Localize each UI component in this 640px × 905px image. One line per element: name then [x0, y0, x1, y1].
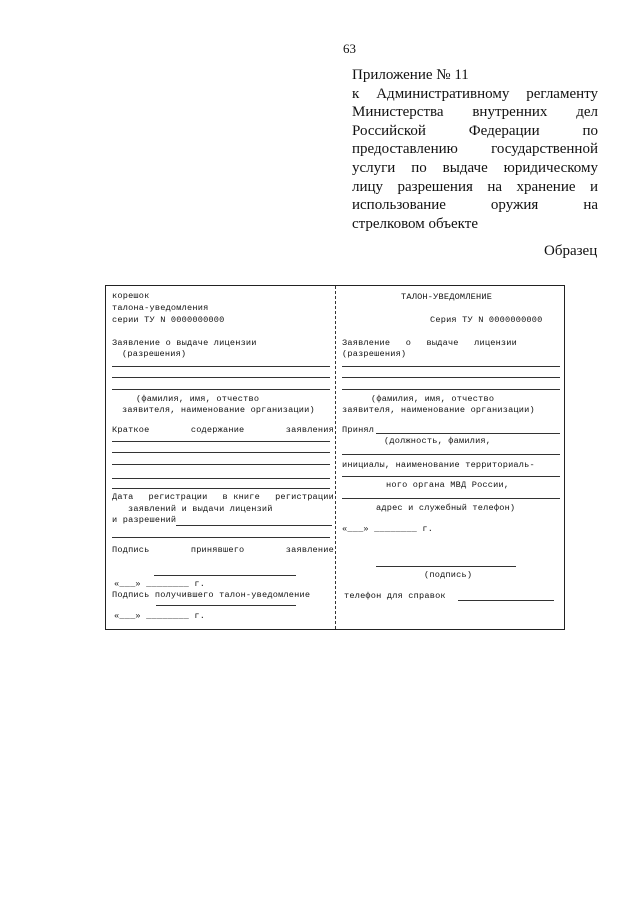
ticket-initials: инициалы, наименование территориаль- — [342, 460, 535, 470]
stub-application: (разрешения) — [122, 349, 187, 359]
stub-series: серии ТУ N 0000000000 — [112, 315, 225, 325]
stub-summary: Краткое содержание заявления — [112, 425, 334, 435]
appendix-line: предоставлению государственной — [352, 141, 598, 158]
fill-line — [342, 377, 560, 378]
ticket-position: (должность, фамилия, — [384, 436, 492, 446]
appendix-line: стрелковом объекте — [352, 215, 478, 232]
ticket-phone: телефон для справок — [344, 591, 446, 601]
fill-line — [458, 600, 554, 601]
ticket-date: «___» ________ г. — [342, 524, 434, 534]
appendix-header — [352, 66, 598, 233]
fill-line — [112, 478, 330, 479]
fill-line — [112, 377, 330, 378]
cut-line — [335, 286, 336, 629]
stub-receiver: Подпись получившего талон-уведомление — [112, 590, 311, 600]
fill-line — [342, 454, 560, 455]
fill-line — [342, 389, 560, 390]
fill-line — [112, 366, 330, 367]
fill-line — [112, 464, 330, 465]
ticket-signature: (подпись) — [424, 570, 473, 580]
fill-line — [376, 433, 560, 434]
stub-date: «___» ________ г. — [114, 579, 206, 589]
fill-line — [154, 575, 296, 576]
page-number: 63 — [343, 41, 356, 56]
ticket-fio: заявителя, наименование организации) — [342, 405, 535, 415]
ticket-series: Серия ТУ N 0000000000 — [430, 315, 543, 325]
stub-application: Заявление о выдаче лицензии — [112, 338, 257, 348]
stub-date: «___» ________ г. — [114, 611, 206, 621]
appendix-line: услуги по выдаче юридическому — [352, 159, 598, 176]
fill-line — [112, 441, 330, 442]
appendix-line: использование оружия на — [352, 197, 598, 214]
appendix-title: Приложение № 11 — [352, 67, 469, 83]
fill-line — [112, 488, 330, 489]
stub-registration: и разрешений — [112, 515, 177, 525]
ticket-address: адрес и служебный телефон) — [376, 503, 516, 513]
notification-form — [105, 285, 565, 630]
fill-line — [342, 366, 560, 367]
fill-line — [376, 566, 516, 567]
ticket-fio: (фамилия, имя, отчество — [371, 394, 495, 404]
stub-label: талона-уведомления — [112, 303, 209, 313]
fill-line — [342, 498, 560, 499]
ticket-accepted: Принял — [342, 425, 375, 435]
appendix-line: лицу разрешения на хранение и — [352, 178, 598, 195]
stub-label: корешок — [112, 291, 150, 301]
fill-line — [176, 525, 332, 526]
appendix-line: Министерства внутренних дел — [352, 104, 598, 121]
ticket-application: Заявление о выдаче лицензии — [342, 338, 517, 348]
fill-line — [156, 605, 296, 606]
sample-label: Образец — [544, 243, 598, 259]
ticket-title: ТАЛОН-УВЕДОМЛЕНИЕ — [401, 292, 493, 302]
stub-registration: Дата регистрации в книге регистрации — [112, 492, 334, 502]
fill-line — [342, 476, 560, 477]
stub-fio: (фамилия, имя, отчество — [136, 394, 260, 404]
stub-registration: заявлений и выдачи лицензий — [128, 504, 273, 514]
ticket-application: (разрешения) — [342, 349, 407, 359]
stub-fio: заявителя, наименование организации) — [122, 405, 315, 415]
fill-line — [112, 452, 330, 453]
fill-line — [112, 389, 330, 390]
fill-line — [112, 537, 330, 538]
appendix-line: Российской Федерации по — [352, 122, 598, 139]
appendix-line: к Административному регламенту — [352, 85, 598, 102]
stub-accepter: Подпись принявшего заявление — [112, 545, 334, 555]
ticket-organ: ного органа МВД России, — [386, 480, 510, 490]
